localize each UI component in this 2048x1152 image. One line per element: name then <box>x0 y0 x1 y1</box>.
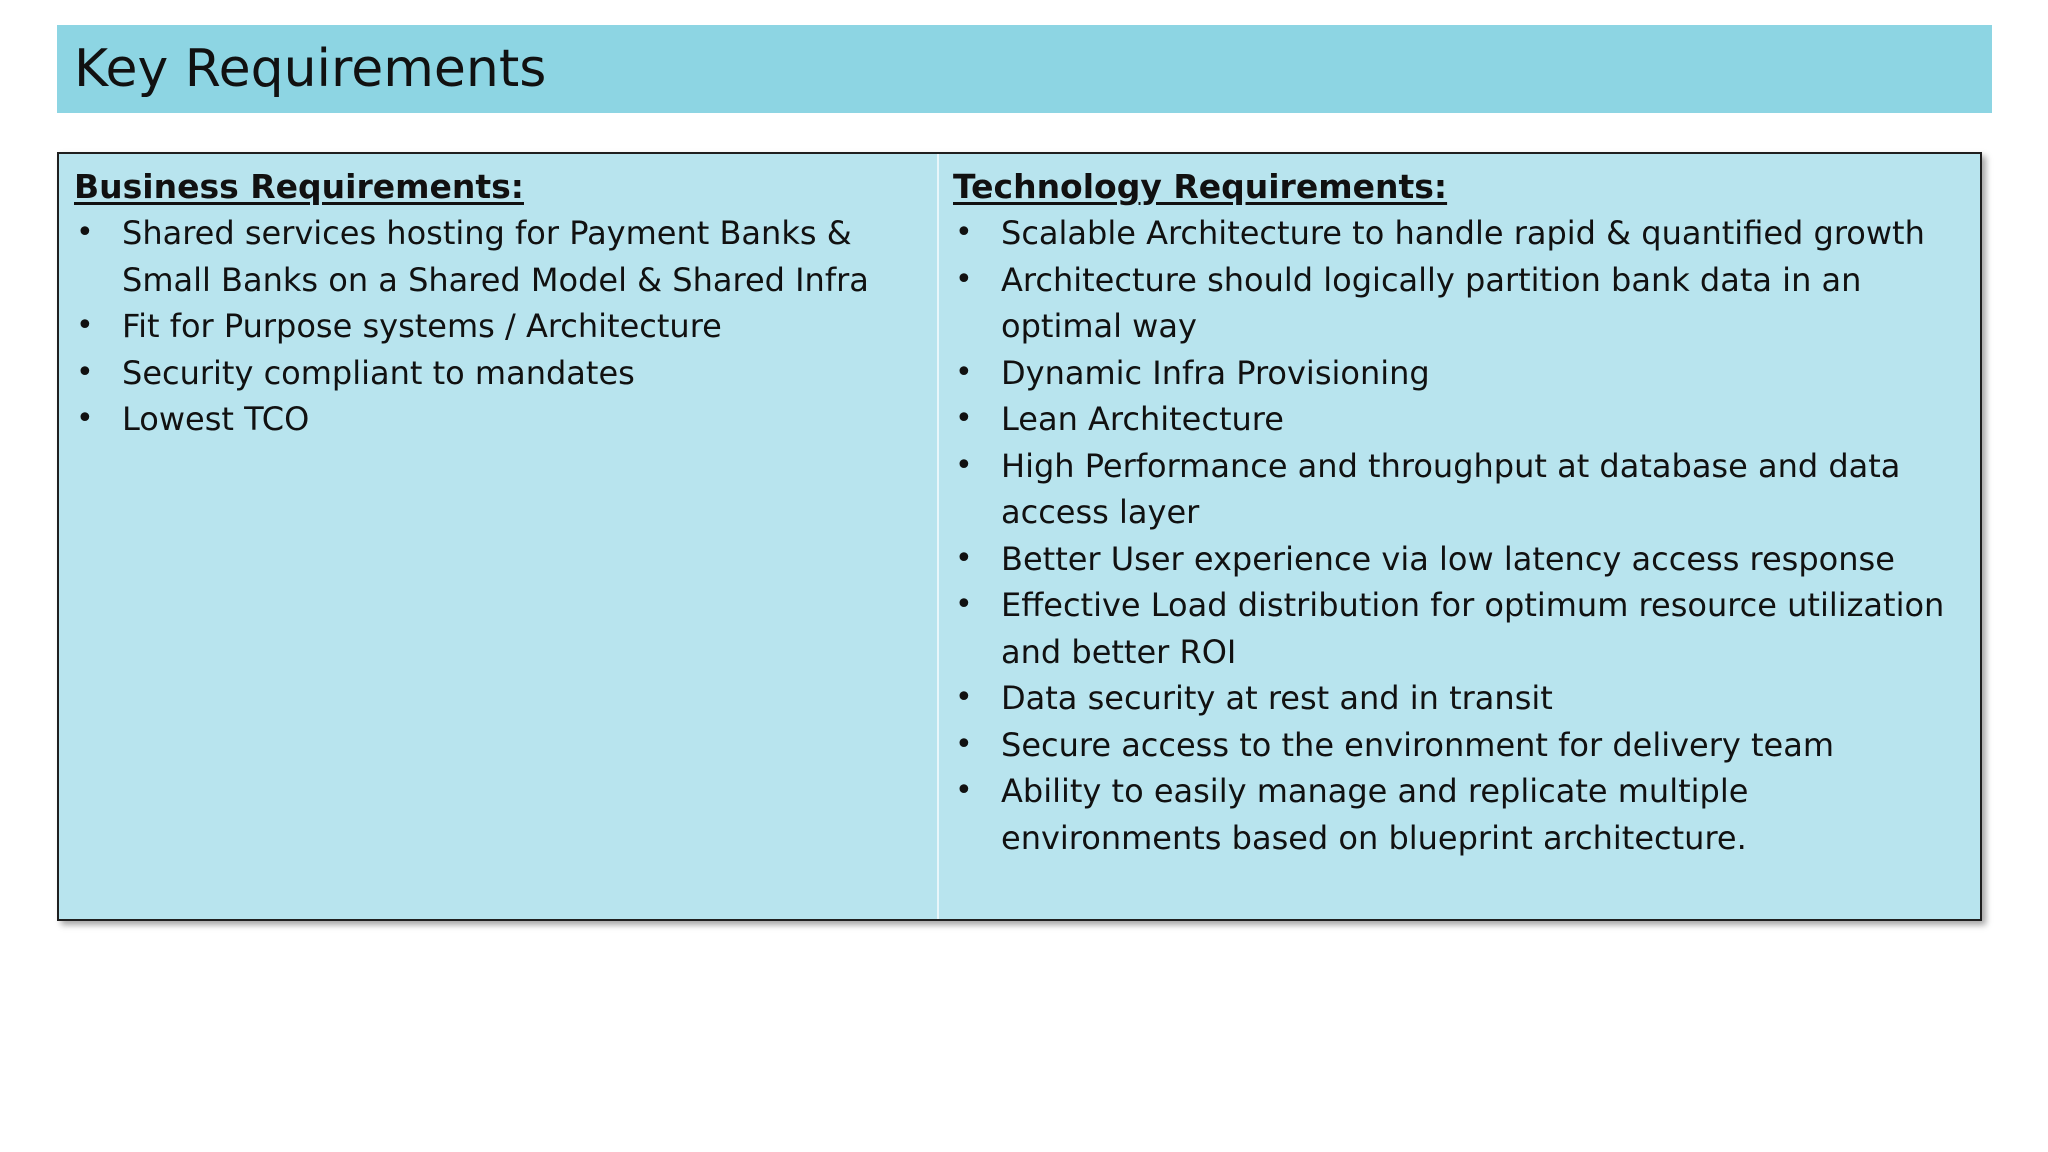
list-item <box>74 210 923 303</box>
list-item <box>953 768 1966 861</box>
bullet-icon: • <box>955 540 973 576</box>
list-item <box>953 675 1966 722</box>
bullet-icon: • <box>955 261 973 297</box>
slide-title: Key Requirements <box>74 39 547 99</box>
list-item <box>953 536 1966 583</box>
list-item-text: Shared services hosting for Payment Banks & Small Banks on a Shared Model & Shared Infra <box>122 214 869 299</box>
bullet-icon: • <box>955 447 973 483</box>
bullet-icon: • <box>955 726 973 762</box>
list-item-text: Better User experience via low latency access response <box>1001 539 1895 578</box>
list-item-text: Scalable Architecture to handle rapid & quantified growth <box>1001 214 1925 252</box>
title-bar <box>57 25 1992 113</box>
list-item-text: Lowest TCO <box>122 400 310 438</box>
list-item-text: High Performance and throughput at database and data access layer <box>1001 446 1901 531</box>
bullet-icon: • <box>955 587 973 622</box>
list-item <box>953 722 1966 769</box>
bullet-icon: • <box>955 680 973 715</box>
list-item-text: Architecture should logically partition bank data in an optimal way <box>1001 260 1862 345</box>
list-item <box>74 350 923 397</box>
bullet-icon: • <box>955 215 973 250</box>
technology-requirements-heading: Technology Requirements: <box>953 167 1448 206</box>
list-item-text: Lean Architecture <box>1001 400 1284 438</box>
technology-requirements-column <box>939 154 1980 919</box>
bullet-icon: • <box>955 354 973 390</box>
list-item-text: Ability to easily manage and replicate multiple environments based on blueprint architecture. <box>1001 772 1749 857</box>
list-item-text: Secure access to the environment for delivery team <box>1001 725 1834 764</box>
list-item-text: Dynamic Infra Provisioning <box>1001 353 1430 392</box>
list-item <box>953 396 1966 443</box>
list-item <box>74 396 923 443</box>
list-item-text: Effective Load distribution for optimum resource utilization and better ROI <box>1001 586 1945 671</box>
list-item-text: Fit for Purpose systems / Architecture <box>122 307 722 345</box>
list-item <box>953 582 1966 675</box>
bullet-icon: • <box>955 401 973 436</box>
list-item-text: Data security at rest and in transit <box>1001 679 1553 717</box>
list-item <box>953 210 1966 257</box>
bullet-icon: • <box>76 401 94 436</box>
bullet-icon: • <box>76 354 94 390</box>
business-requirements-heading: Business Requirements: <box>74 167 524 206</box>
requirements-table <box>57 152 1982 921</box>
list-item <box>953 350 1966 397</box>
list-item <box>953 443 1966 536</box>
business-requirements-column <box>59 154 939 919</box>
list-item-text: Security compliant to mandates <box>122 353 635 392</box>
business-requirements-list <box>74 210 923 443</box>
bullet-icon: • <box>955 773 973 808</box>
list-item <box>74 303 923 350</box>
technology-requirements-list <box>953 210 1966 861</box>
bullet-icon: • <box>76 308 94 343</box>
bullet-icon: • <box>76 215 94 250</box>
list-item <box>953 257 1966 350</box>
